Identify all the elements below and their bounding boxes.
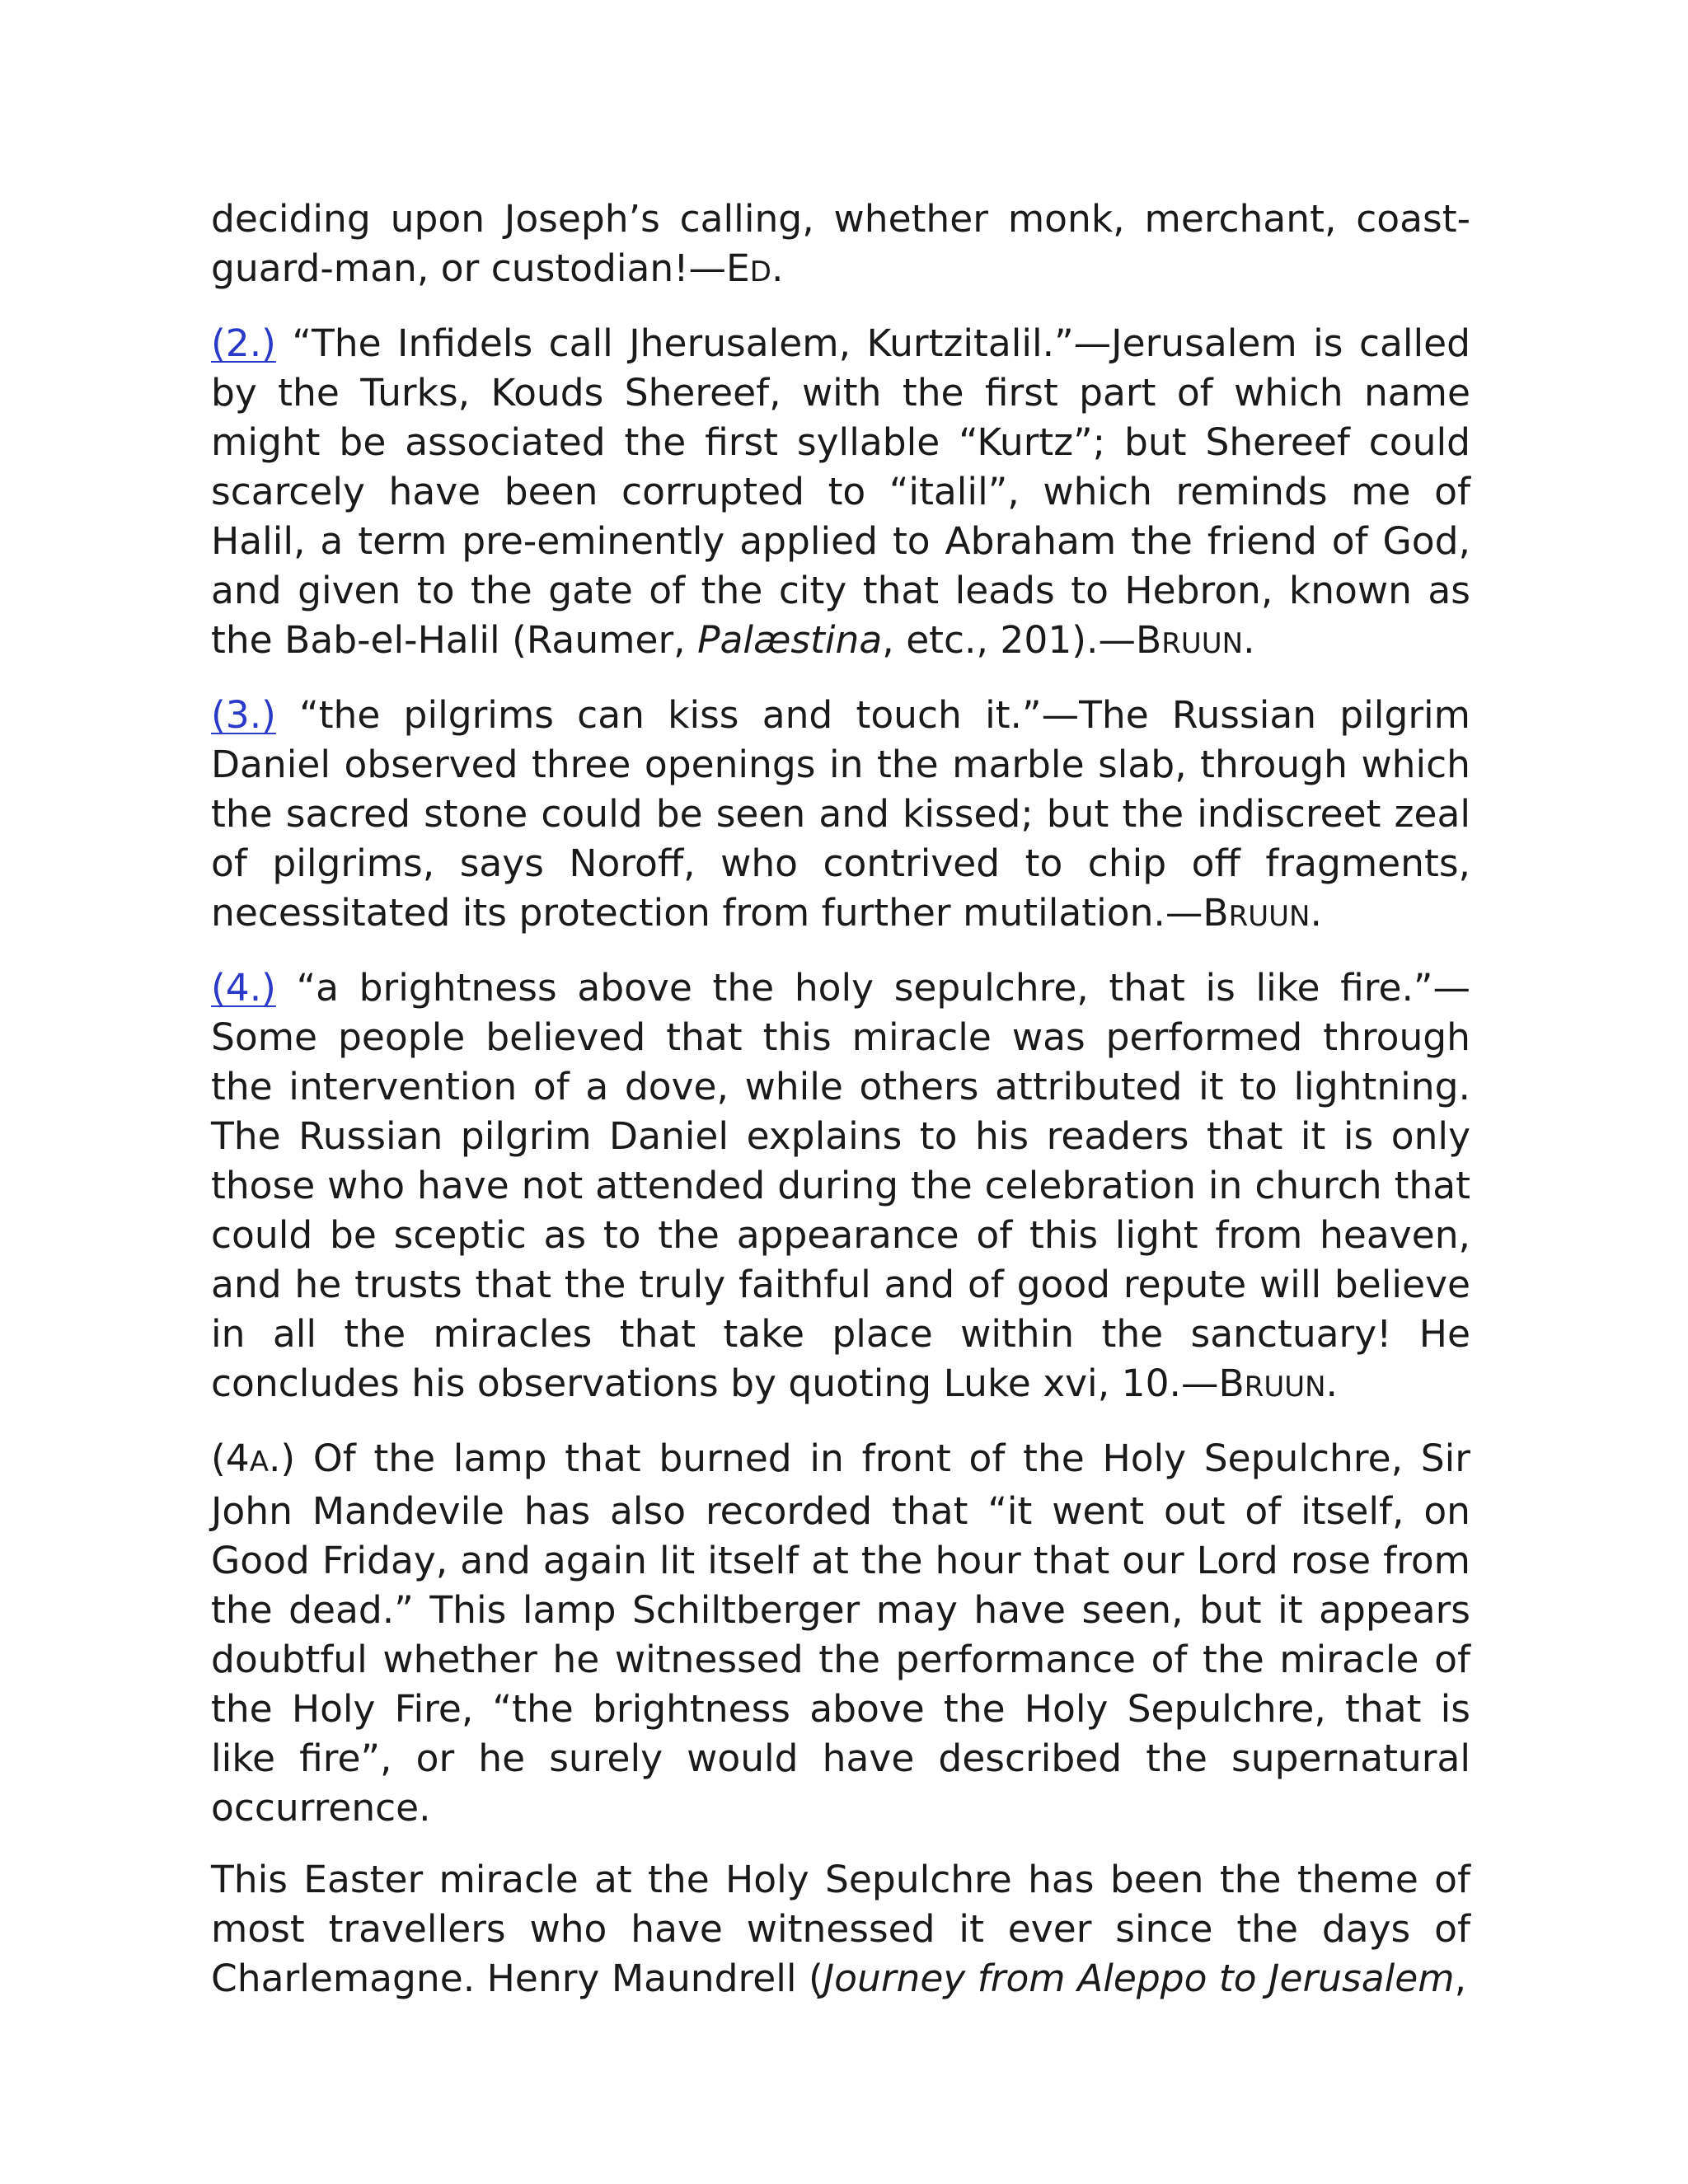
paragraph-text: This Easter miracle at the Holy Sepulchre has been the theme of most travellers who have witnessed it ever since the days of Charlemagne. Henry Maundrell ( xyxy=(211,1858,1470,2000)
paragraph-text: . xyxy=(771,246,784,290)
italic-title: Palæstina xyxy=(697,618,883,662)
small-caps-text: RUUN xyxy=(1228,900,1311,933)
paragraph-text: , etc., 201).—B xyxy=(882,618,1162,662)
footnote-4 xyxy=(211,963,1470,1412)
paragraph-text: (4 xyxy=(211,1436,250,1480)
paragraph-text: . xyxy=(1325,1361,1339,1405)
document-page xyxy=(211,194,1470,2026)
paragraph-continuation xyxy=(211,194,1470,297)
paragraph-text: “the pilgrims can kiss and touch it.”—The Russian pilgrim Daniel observed three openings in the marble slab, through which the sacred stone could be seen and kissed; but the indiscreet zeal of pilgrims, says Noroff, who contrived to chip off fragments, necessitated its protection from further mutilation.—B xyxy=(211,693,1470,935)
footnote-link-4[interactable]: (4.) xyxy=(211,966,276,1010)
paragraph-text: .) Of the lamp that burned in front of the Holy Sepulchre, Sir John Mandevile has also recorded that “it went out of itself, on Good Friday, and again lit itself at the hour that our Lord rose from the dead.” This lamp Schiltberger may have seen, but it appears doubtful whether he witnessed the performance of the miracle of the Holy Fire, “the brightness above the Holy Sepulchre, that is like fire”, or he surely would have described the supernatural occurrence. xyxy=(211,1436,1470,1830)
small-caps-text: RUUN xyxy=(1244,1371,1326,1404)
paragraph-text: , xyxy=(1454,1957,1467,2000)
footnote-3 xyxy=(211,691,1470,941)
paragraph-text: deciding upon Joseph’s calling, whether monk, merchant, coast-guard-man, or custodian!—E xyxy=(211,197,1470,290)
small-caps-text: D xyxy=(749,255,771,288)
footnote-link-2[interactable]: (2.) xyxy=(211,321,276,365)
footnote-2 xyxy=(211,319,1470,668)
paragraph-text: . xyxy=(1310,891,1322,935)
paragraph-text: “The Infidels call Jherusalem, Kurtzitalil.”—Jerusalem is called by the Turks, Kouds Shereef, with the first part of which name might be associated the first syllable “Kurtz”; but Shereef could scarcely have been corrupted to “italil”, which reminds me of Halil, a term pre-eminently applied to Abraham the friend of God, and given to the gate of the city that leads to Hebron, known as the Bab-el-Halil (Raumer, xyxy=(211,321,1470,662)
paragraph-text: “a brightness above the holy sepulchre, that is like fire.”—Some people believed that this miracle was performed through the intervention of a dove, while others attributed it to lightning. The Russian pilgrim Daniel explains to his readers that it is only those who have not attended during the celebration in church that could be sceptic as to the appearance of this light from heaven, and he trusts that the truly faithful and of good repute will believe in all the miracles that take place within the sanctuary! He concludes his observations by quoting Luke xvi, 10.—B xyxy=(211,966,1470,1405)
paragraph-text: . xyxy=(1243,618,1255,662)
small-caps-text: RUUN xyxy=(1161,627,1244,660)
small-caps-text: A xyxy=(249,1446,269,1479)
paragraph-easter-miracle xyxy=(211,1855,1470,2004)
footnote-4a xyxy=(211,1434,1470,1833)
footnote-link-3[interactable]: (3.) xyxy=(211,693,276,737)
italic-title: Journey from Aleppo to Jerusalem xyxy=(823,1957,1455,2000)
